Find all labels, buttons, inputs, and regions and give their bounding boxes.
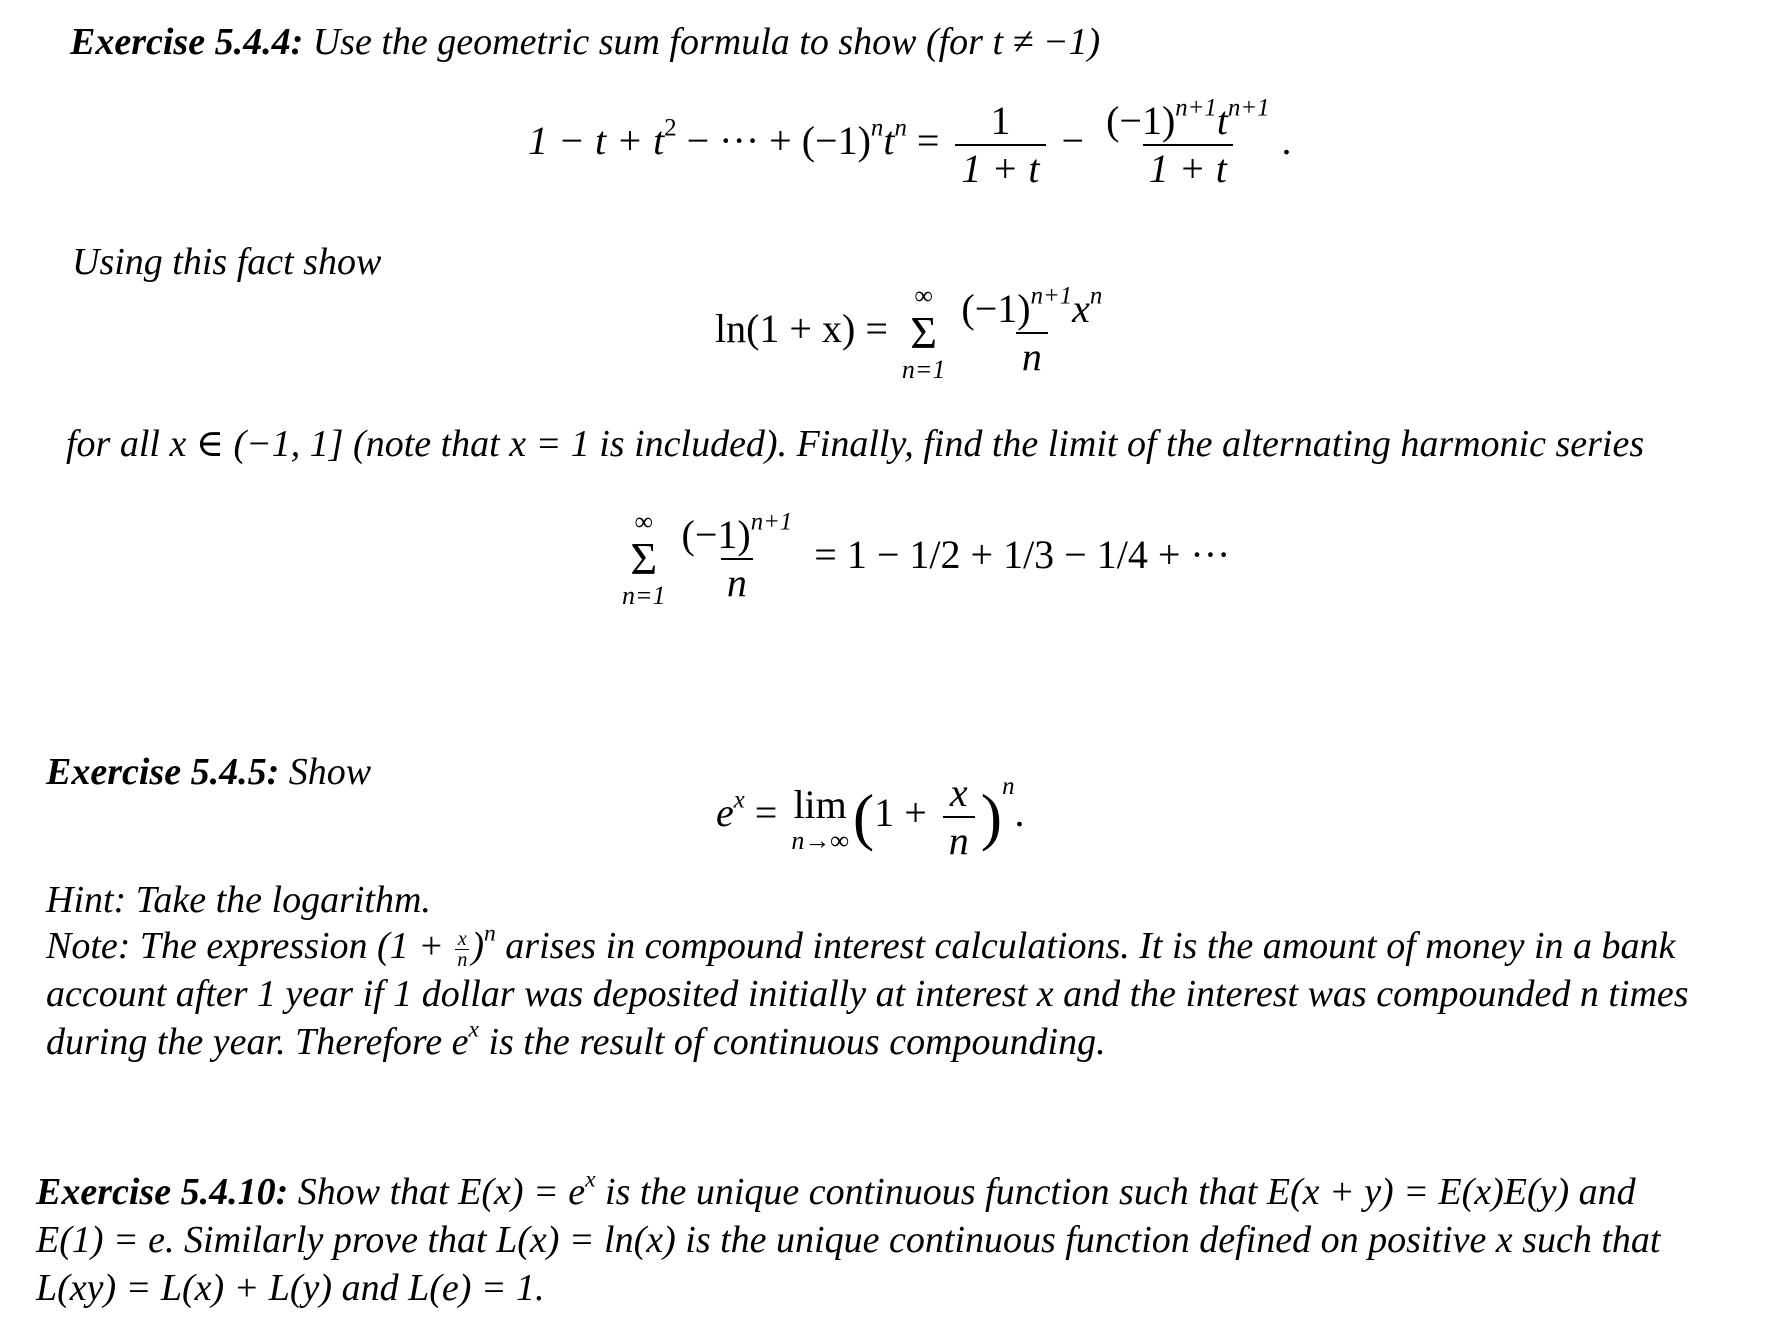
geometric-sum-equation (528, 94, 1292, 192)
eq1-fraction-1 (955, 98, 1045, 192)
exercise-5-4-4-heading (70, 18, 1100, 66)
eq4-e: e (716, 790, 734, 836)
note-line3-b: is the result of continuous compounding. (478, 1021, 1106, 1063)
note-c: arises in compound interest calculations. It is the amount of money in a bank (495, 925, 1676, 967)
using-this-fact: Using this fact show (72, 241, 382, 283)
eq1-f2-sup2: n+1 (1227, 94, 1270, 122)
eq1-f2-num-b: t (1216, 98, 1228, 143)
eq4-lim: lim (793, 781, 847, 827)
eq2-sigma: Σ (910, 307, 938, 358)
exercise-5-4-10-line-1 (36, 1168, 1636, 1216)
eq2-num-sup2: n (1089, 282, 1103, 310)
eq1-f2-num-a: (−1) (1106, 98, 1176, 143)
eq1-sup-a: 2 (664, 114, 677, 142)
eq2-num-sup: n+1 (1030, 282, 1073, 310)
exp-limit-equation (716, 770, 1024, 864)
eq4-rparen: ) (980, 781, 1003, 852)
eq1-lhs-a: 1 − t + t (528, 118, 665, 164)
eq3-sum-top: ∞ (634, 507, 654, 536)
eq3-den: n (721, 558, 753, 606)
note-line-2: account after 1 year if 1 dollar was deposited initially at interest x and the interest was compounded n times (46, 973, 1689, 1015)
eq2-den: n (1016, 332, 1048, 380)
exercise-label: Exercise 5.4.5: (46, 751, 280, 793)
eq1-fraction-2 (1100, 94, 1275, 192)
note-line-3 (46, 1018, 1106, 1066)
eq4-equals: = (744, 790, 788, 836)
eq3-fraction (676, 508, 799, 606)
exercise-5-4-5-heading (46, 748, 371, 796)
ex3-line1-b: is the unique continuous function such that E(x + y) = E(x)E(y) and (595, 1171, 1636, 1213)
eq1-equals: = (906, 118, 950, 164)
note-fraction (455, 929, 469, 970)
exercise-5-4-10-line-3: L(xy) = L(x) + L(y) and L(e) = 1. (36, 1267, 545, 1309)
eq3-num-a: (−1) (681, 512, 751, 557)
note-line3-sup: x (468, 1016, 479, 1043)
note-b: ) (471, 925, 484, 967)
hint-text: Hint: Take the logarithm. (46, 879, 431, 921)
eq1-f2-den: 1 + t (1143, 144, 1233, 192)
eq3-num-sup: n+1 (750, 508, 793, 536)
eq4-period: . (1014, 790, 1025, 836)
eq1-lhs-c: t (883, 118, 895, 164)
eq2-lhs: ln(1 + x) = (715, 306, 898, 352)
eq4-num: x (949, 770, 968, 815)
exercise-label: Exercise 5.4.4: (70, 21, 304, 63)
eq4-lim-operator (791, 781, 849, 854)
eq4-den: n (943, 816, 975, 864)
eq4-pow: n (1002, 772, 1015, 800)
eq1-f1-num: 1 (990, 98, 1011, 143)
eq1-minus: − (1051, 118, 1095, 164)
eq2-num-b: x (1072, 286, 1090, 331)
note-line-1 (46, 922, 1675, 970)
eq3-sigma: Σ (630, 533, 658, 584)
eq2-num-a: (−1) (961, 286, 1031, 331)
note-a: Note: The expression (1 + (46, 925, 454, 967)
eq2-sum-operator (902, 282, 946, 384)
eq3-rhs: = 1 − 1/2 + 1/3 − 1/4 + ··· (804, 532, 1231, 578)
log-series-equation (715, 282, 1114, 384)
eq4-fraction (943, 770, 975, 864)
eq3-sum-operator (622, 508, 666, 610)
eq1-f1-den: 1 + t (955, 144, 1045, 192)
eq4-inner: 1 + (874, 790, 937, 836)
eq1-f2-sup1: n+1 (1175, 94, 1217, 122)
eq2-sum-top: ∞ (914, 281, 933, 310)
note-line3-a: during the year. Therefore e (46, 1021, 469, 1063)
eq1-sup-b: n (870, 114, 884, 142)
exercise-intro: Show (288, 751, 372, 793)
eq1-period: . (1281, 118, 1292, 164)
alternating-harmonic-equation (618, 508, 1230, 610)
ex3-line1-a: Show that E(x) = e (297, 1171, 586, 1213)
eq4-lparen: ( (852, 781, 875, 852)
note-frac-den: n (457, 948, 468, 971)
exercise-label: Exercise 5.4.10: (36, 1171, 289, 1213)
eq2-fraction (955, 282, 1108, 380)
eq2-sum-bot: n=1 (901, 355, 946, 384)
eq4-lim-sub: n→∞ (791, 825, 849, 855)
eq4-e-sup: x (733, 786, 745, 814)
note-frac-num: x (457, 927, 467, 950)
ex3-line1-sup: x (585, 1166, 596, 1193)
for-all-text: for all x ∈ (−1, 1] (note that x = 1 is included). Finally, find the limit of the alternating harmonic series (66, 423, 1645, 465)
note-sup: n (484, 920, 496, 947)
eq1-sup-c: n (894, 114, 907, 142)
exercise-5-4-10-line-2: E(1) = e. Similarly prove that L(x) = ln(x) is the unique continuous function defined on positive x such that (36, 1219, 1661, 1261)
exercise-intro: Use the geometric sum formula to show (for t ≠ −1) (312, 21, 1101, 63)
eq1-lhs-b: − ··· + (−1) (676, 118, 871, 164)
eq3-sum-bot: n=1 (622, 581, 666, 610)
